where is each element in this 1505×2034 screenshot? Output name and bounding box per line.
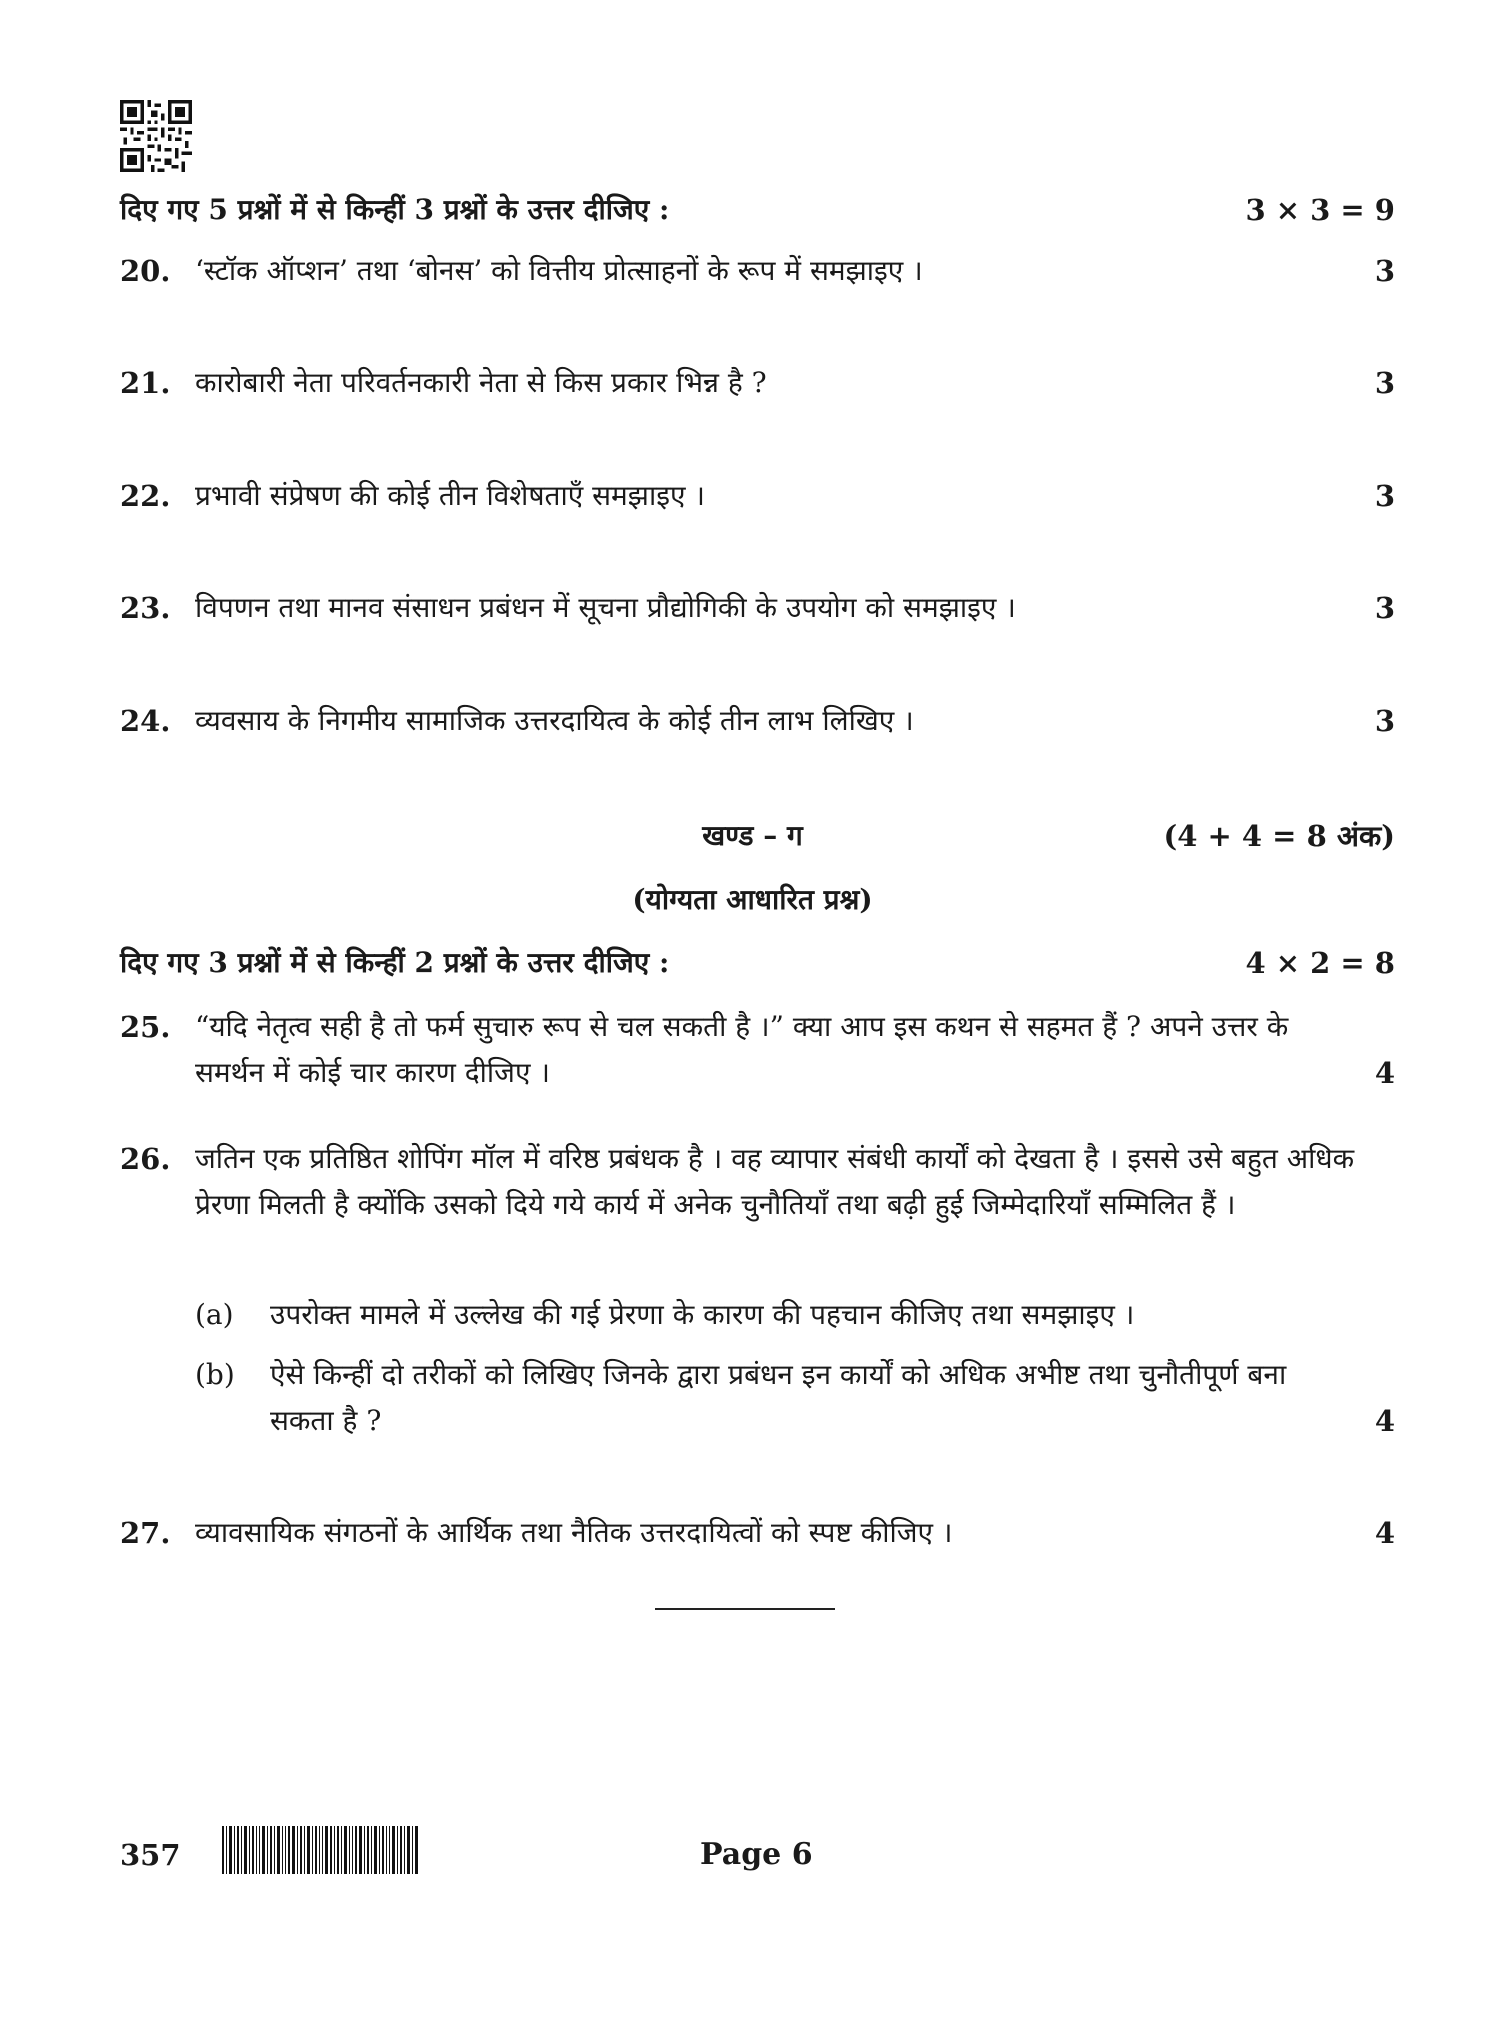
question-26-part-b [195, 1352, 1395, 1444]
question-marks: 3 [1374, 254, 1395, 288]
part-label: (a) [195, 1298, 234, 1331]
part-label: (b) [195, 1358, 235, 1391]
question-marks: 4 [1374, 1056, 1395, 1090]
question-text: कारोबारी नेता परिवर्तनकारी नेता से किस प्रकार भिन्न है ? [195, 366, 767, 399]
section-marks: (4 + 4 = 8 अंक) [1163, 819, 1395, 853]
question-marks: 3 [1374, 704, 1395, 738]
barcode-icon [222, 1826, 418, 1874]
paper-code: 357 [120, 1838, 181, 1872]
question-number: 21. [120, 366, 171, 400]
section-title: खण्ड – ग [702, 819, 803, 852]
part-text: ऐसे किन्हीं दो तरीकों को लिखिए जिनके द्वारा प्रबंधन इन कार्यों को अधिक अभीष्ट तथा चुनौतीपूर्ण बना सकता है ? [270, 1358, 1287, 1437]
qr-code-icon [120, 100, 192, 172]
question-22 [120, 473, 1395, 519]
instruction-section-c [120, 940, 1395, 986]
question-marks: 3 [1374, 591, 1395, 625]
question-marks: 3 [1374, 479, 1395, 513]
question-number: 25. [120, 1010, 171, 1044]
instruction-marks: 4 × 2 = 8 [1245, 946, 1395, 980]
question-24 [120, 698, 1395, 744]
instruction-section-b [120, 187, 1395, 233]
question-26-part-a [195, 1292, 1395, 1338]
part-text: उपरोक्त मामले में उल्लेख की गई प्रेरणा के कारण की पहचान कीजिए तथा समझाइए । [270, 1298, 1135, 1331]
question-number: 22. [120, 479, 171, 513]
question-number: 20. [120, 254, 171, 288]
question-marks: 4 [1374, 1404, 1395, 1438]
section-subtitle: (योग्यता आधारित प्रश्न) [632, 883, 873, 916]
instruction-text: दिए गए 3 प्रश्नों में से किन्हीं 2 प्रश्नों के उत्तर दीजिए : [120, 946, 670, 979]
question-text: विपणन तथा मानव संसाधन प्रबंधन में सूचना प्रौद्योगिकी के उपयोग को समझाइए । [195, 591, 1016, 624]
question-26 [120, 1136, 1395, 1228]
end-rule [655, 1608, 835, 1610]
instruction-marks: 3 × 3 = 9 [1245, 193, 1395, 227]
question-27 [120, 1510, 1395, 1556]
question-text: प्रभावी संप्रेषण की कोई तीन विशेषताएँ समझाइए । [195, 479, 705, 512]
question-text: ‘स्टॉक ऑप्शन’ तथा ‘बोनस’ को वित्तीय प्रोत्साहनों के रूप में समझाइए । [195, 254, 923, 287]
question-marks: 3 [1374, 366, 1395, 400]
question-text: व्यावसायिक संगठनों के आर्थिक तथा नैतिक उत्तरदायित्वों को स्पष्ट कीजिए । [195, 1516, 953, 1549]
question-text: व्यवसाय के निगमीय सामाजिक उत्तरदायित्व के कोई तीन लाभ लिखिए । [195, 704, 914, 737]
question-23 [120, 585, 1395, 631]
question-text: जतिन एक प्रतिष्ठित शोपिंग मॉल में वरिष्ठ प्रबंधक है । वह व्यापार संबंधी कार्यों को देखता है । इससे उसे बहुत अधिक प्रेरणा मिलती है क्योंकि उसको दिये गये कार्य में अनेक चुनौतियाँ तथा बढ़ी हुई जिम्मेदारियाँ सम्मिलित हैं । [195, 1142, 1355, 1221]
question-number: 26. [120, 1142, 171, 1176]
question-number: 27. [120, 1516, 171, 1550]
question-number: 24. [120, 704, 171, 738]
instruction-text: दिए गए 5 प्रश्नों में से किन्हीं 3 प्रश्नों के उत्तर दीजिए : [120, 193, 670, 226]
question-20 [120, 248, 1395, 294]
question-text: “यदि नेतृत्व सही है तो फर्म सुचारु रूप से चल सकती है ।” क्या आप इस कथन से सहमत हैं ? अपने उत्तर के समर्थन में कोई चार कारण दीजिए । [195, 1010, 1289, 1089]
question-25 [120, 1004, 1395, 1096]
page-number: Page 6 [700, 1837, 813, 1872]
question-number: 23. [120, 591, 171, 625]
question-marks: 4 [1374, 1516, 1395, 1550]
question-21 [120, 360, 1395, 406]
